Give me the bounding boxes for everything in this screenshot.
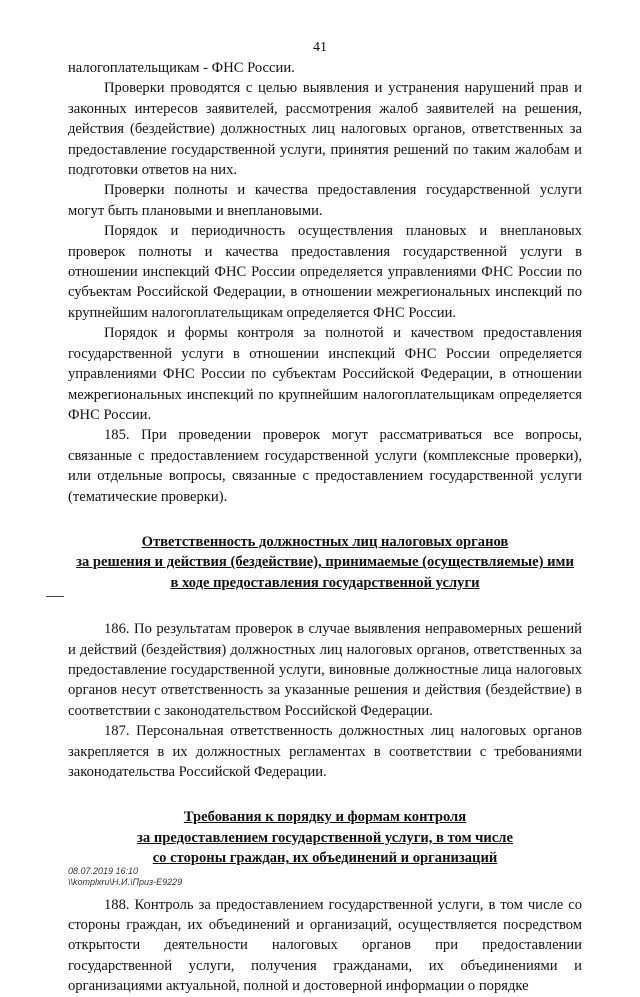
paragraph-control-forms: Порядок и формы контроля за полнотой и качеством предоставления государственной услуги в отношении инспекций ФНС России определяется управлениями ФНС России по субъектам Российской Федерации, в отношении межрегиональных инспекций по крупнейшим налогоплательщикам определяется ФНС России.	[68, 325, 582, 423]
paragraph-185: 185. При проведении проверок могут рассматриваться все вопросы, связанные с предоставлением государственной услуги (комплексные проверки), или отдельные вопросы, связанные с предоставлением государственной услуги (тематические проверки).	[68, 427, 582, 505]
heading-line: за предоставлением государственной услуги, в том числе	[137, 829, 513, 846]
page-number: 41	[313, 40, 327, 55]
paragraph-188: 188. Контроль за предоставлением государственной услуги, в том числе со стороны граждан, их объединений и организаций, осуществляется посредством открытости деятельности налоговых органов при предоставлении государственной услуги, получения гражданами, их объединениями и организациями актуальной, полной и достоверной информации о порядке	[68, 896, 582, 995]
paragraph-186: 186. По результатам проверок в случае выявления неправомерных решений и действий (бездействия) должностных лиц налоговых органов, ответственных за предоставление государственной услуги, виновные должностные лица налоговых органов несут ответственность за указанные решения и действия (бездействие) в соответствии с законодательством Российской Федерации.	[68, 621, 582, 719]
footer-timestamp: 08.07.2019 16:10	[68, 866, 139, 876]
paragraph-checks-order: Порядок и периодичность осуществления плановых и внеплановых проверок полноты и качества предоставления государственной услуги в отношении инспекций ФНС России определяется управлениями ФНС России по субъектам Российской Федерации, в отношении межрегиональных инспекций по крупнейшим налогоплательщикам определяется ФНС России.	[68, 223, 582, 321]
footer-stamp	[68, 866, 182, 888]
margin-mark	[46, 596, 64, 598]
heading-line: Требования к порядку и формам контроля	[183, 809, 467, 826]
heading-line: за решения и действия (бездействие), принимаемые (осуществляемые) ими	[76, 554, 574, 571]
paragraph-continuation: налогоплательщикам - ФНС России.	[68, 60, 295, 76]
paragraph-checks-types: Проверки полноты и качества предоставления государственной услуги могут быть плановыми и внеплановыми.	[68, 182, 582, 219]
heading-line: в ходе предоставления государственной услуги	[170, 574, 480, 591]
section-heading-control-requirements	[68, 807, 582, 868]
paragraph-checks-purpose: Проверки проводятся с целью выявления и устранения нарушений прав и законных интересов заявителей, рассмотрения жалоб заявителей на решения, действия (бездействие) должностных лиц налоговых органов, ответственных за предоставление государственной услуги, принятия решений по таким жалобам и подготовки ответов на них.	[68, 80, 582, 179]
heading-line: со стороны граждан, их объединений и организаций	[152, 850, 498, 867]
section-heading-responsibility	[68, 532, 582, 593]
footer-file-path: \\komplxru\Н.И.\Приз-Е9229	[68, 877, 183, 887]
paragraph-187: 187. Персональная ответственность должностных лиц налоговых органов закрепляется в их должностных регламентах в соответствии с требованиями законодательства Российской Федерации.	[68, 723, 582, 780]
document-body	[68, 58, 582, 997]
heading-line: Ответственность должностных лиц налоговых органов	[141, 533, 509, 550]
